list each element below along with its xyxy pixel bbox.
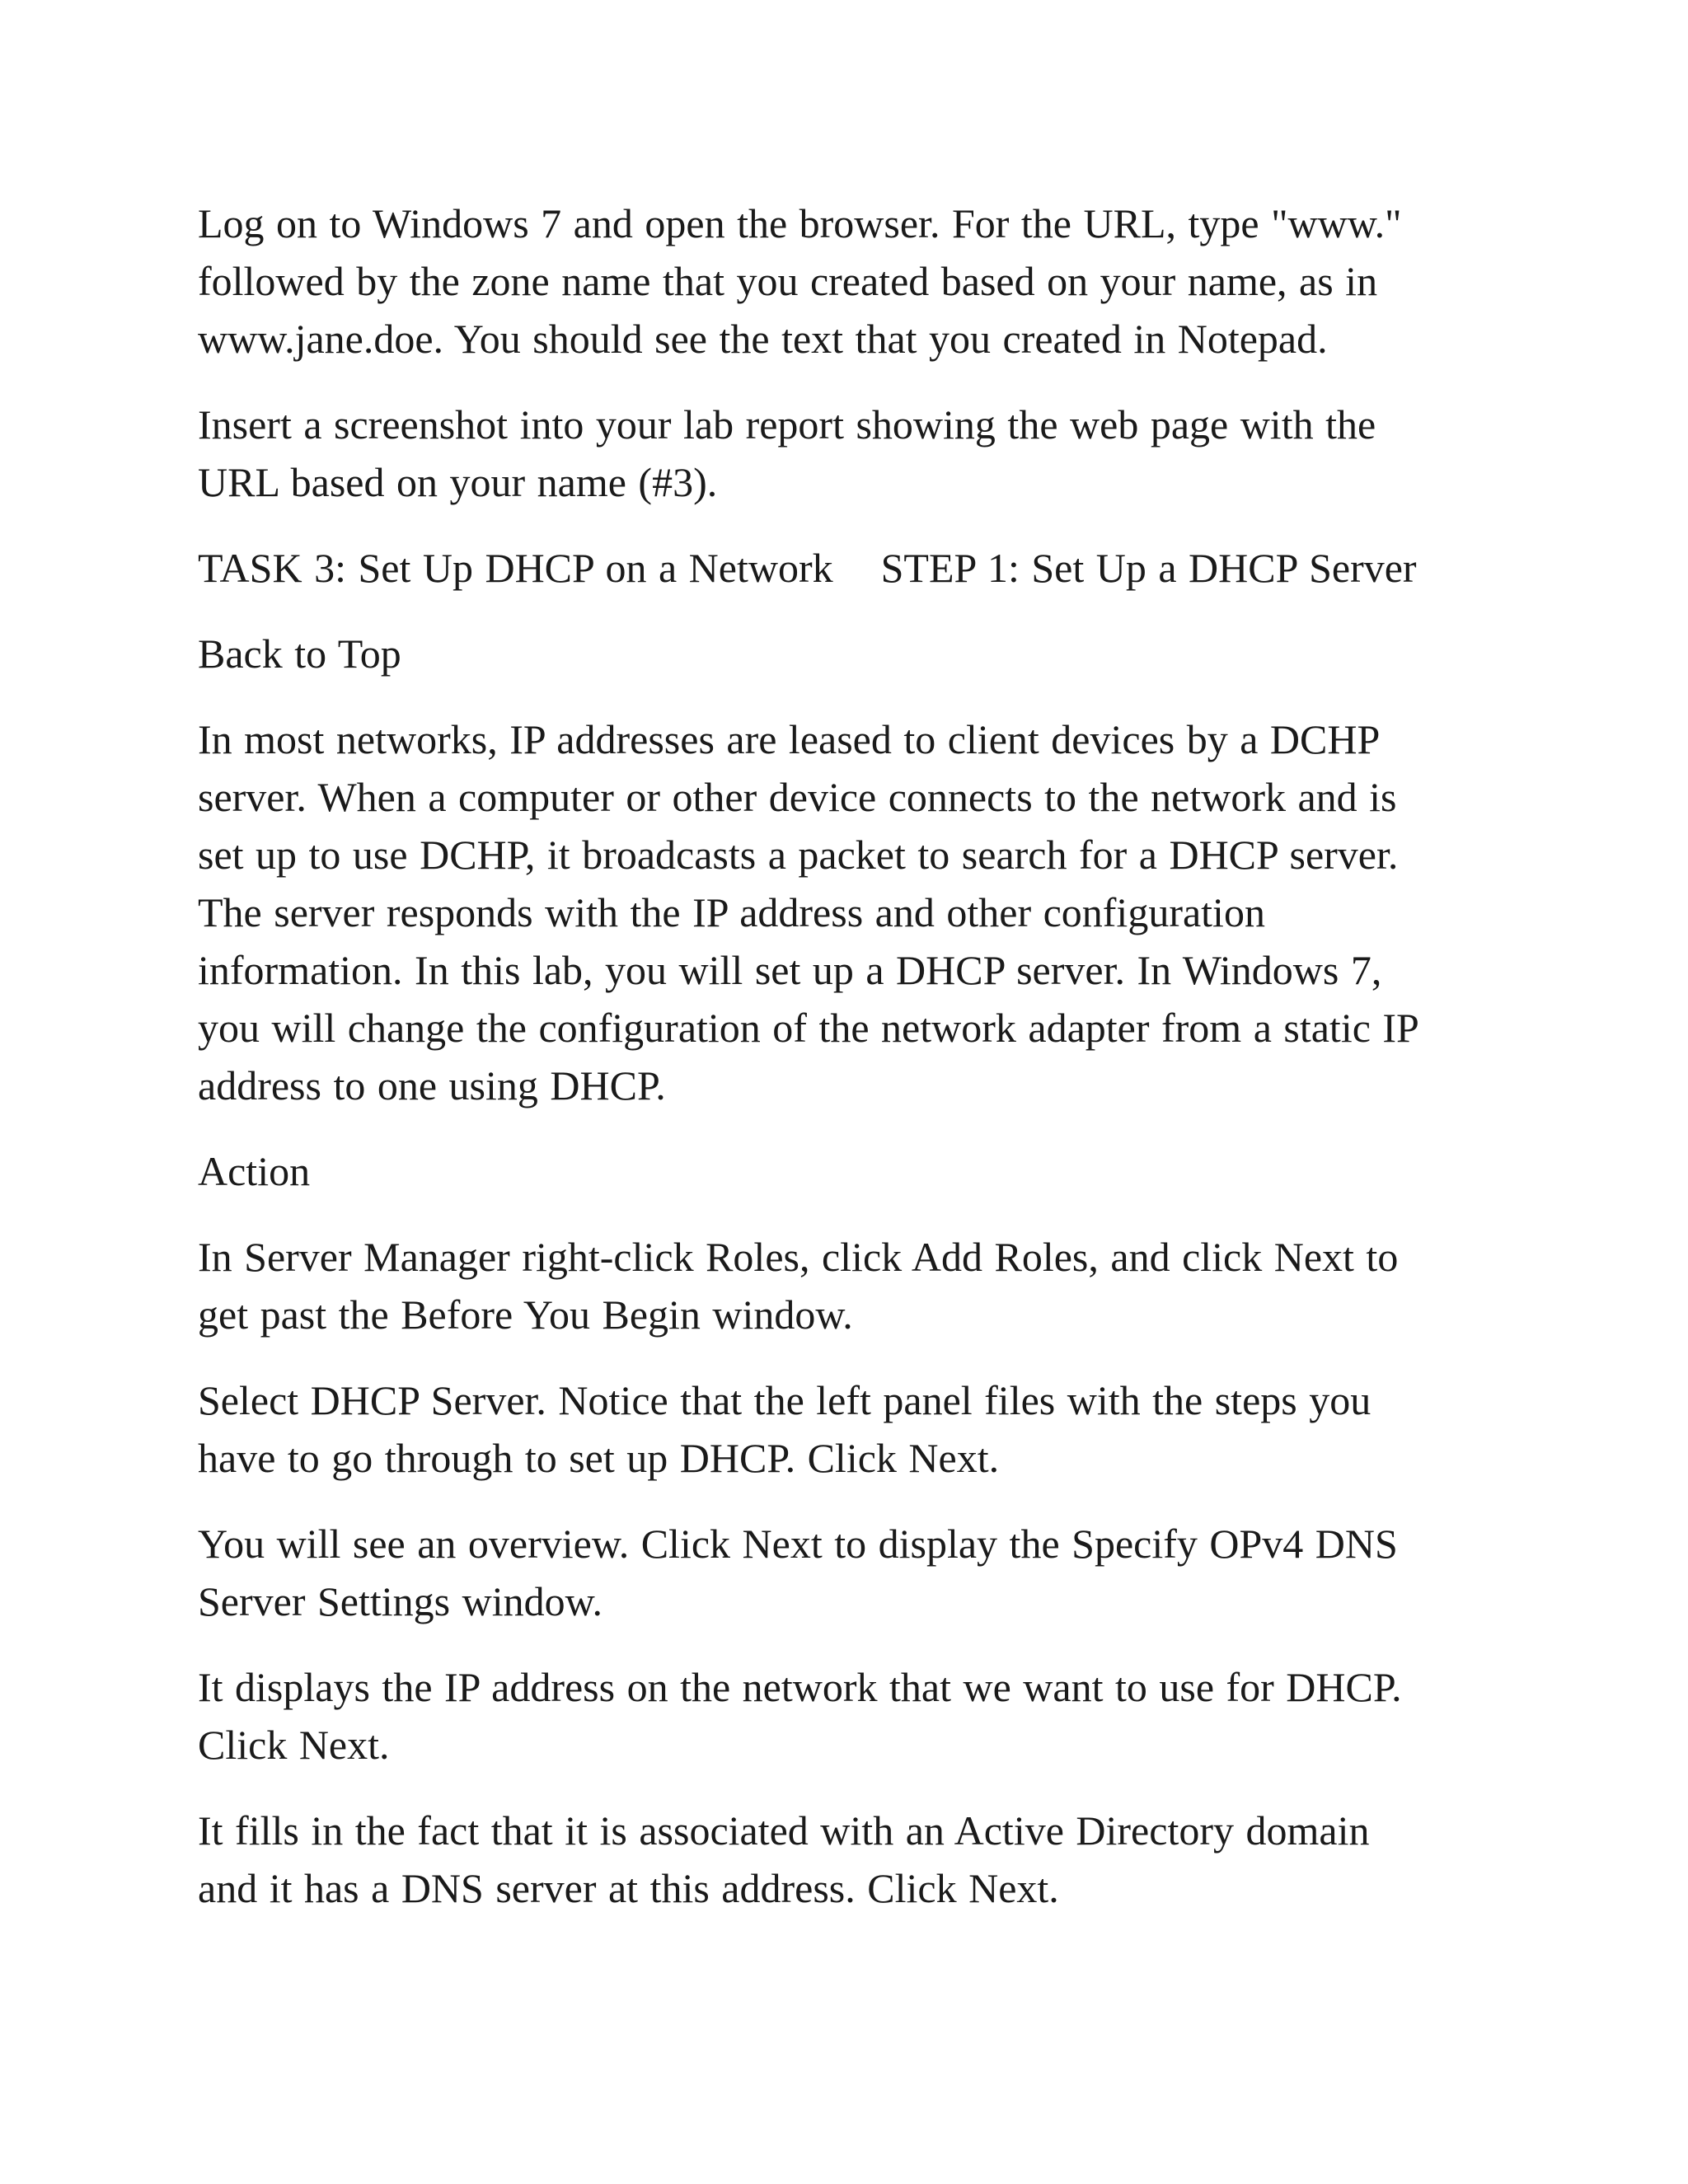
paragraph-step-select-dhcp xyxy=(198,1371,1500,1487)
text-line: www.jane.doe. You should see the text that you created in Notepad. xyxy=(198,316,1328,362)
paragraph-browser-instructions xyxy=(198,194,1500,368)
action-label: Action xyxy=(198,1148,311,1194)
step-title: STEP 1: Set Up a DHCP Server xyxy=(880,545,1417,591)
paragraph-step-add-roles xyxy=(198,1228,1500,1343)
text-line: It displays the IP address on the network that we want to use for DHCP. xyxy=(198,1664,1402,1710)
paragraph-screenshot-instructions xyxy=(198,396,1500,511)
paragraph-step-active-directory xyxy=(198,1802,1500,1917)
back-to-top-link[interactable]: Back to Top xyxy=(198,630,401,677)
text-line: Insert a screenshot into your lab report showing the web page with the xyxy=(198,401,1376,448)
text-line: In most networks, IP addresses are leased to client devices by a DCHP xyxy=(198,716,1381,762)
text-line: information. In this lab, you will set up a DHCP server. In Windows 7, xyxy=(198,947,1382,993)
text-line: You will see an overview. Click Next to display the Specify OPv4 DNS xyxy=(198,1521,1398,1567)
text-line: and it has a DNS server at this address. Click Next. xyxy=(198,1865,1059,1911)
text-line: URL based on your name (#3). xyxy=(198,459,718,505)
text-line: server. When a computer or other device connects to the network and is xyxy=(198,774,1397,820)
text-line: Server Settings window. xyxy=(198,1578,603,1624)
text-line: address to one using DHCP. xyxy=(198,1062,666,1108)
text-line: have to go through to set up DHCP. Click Next. xyxy=(198,1435,1000,1481)
text-line: The server responds with the IP address and other configuration xyxy=(198,889,1265,935)
task-heading xyxy=(198,539,1500,597)
text-line: Log on to Windows 7 and open the browser. For the URL, type "www." xyxy=(198,200,1402,246)
text-line: you will change the configuration of the network adapter from a static IP xyxy=(198,1005,1419,1051)
text-line: It fills in the fact that it is associated with an Active Directory domain xyxy=(198,1807,1370,1854)
text-line: set up to use DCHP, it broadcasts a packet to search for a DHCP server. xyxy=(198,832,1399,878)
document-page xyxy=(198,194,1500,1945)
text-line: Select DHCP Server. Notice that the left panel files with the steps you xyxy=(198,1377,1372,1423)
back-to-top-paragraph xyxy=(198,625,1500,682)
paragraph-dhcp-intro xyxy=(198,710,1500,1114)
text-line: In Server Manager right-click Roles, click Add Roles, and click Next to xyxy=(198,1234,1399,1280)
text-line: Click Next. xyxy=(198,1722,390,1768)
text-line: followed by the zone name that you created based on your name, as in xyxy=(198,258,1378,304)
paragraph-step-ip-address xyxy=(198,1658,1500,1774)
paragraph-step-overview xyxy=(198,1515,1500,1630)
action-label-paragraph xyxy=(198,1142,1500,1200)
task-title: TASK 3: Set Up DHCP on a Network xyxy=(198,545,833,591)
text-line: get past the Before You Begin window. xyxy=(198,1291,853,1338)
